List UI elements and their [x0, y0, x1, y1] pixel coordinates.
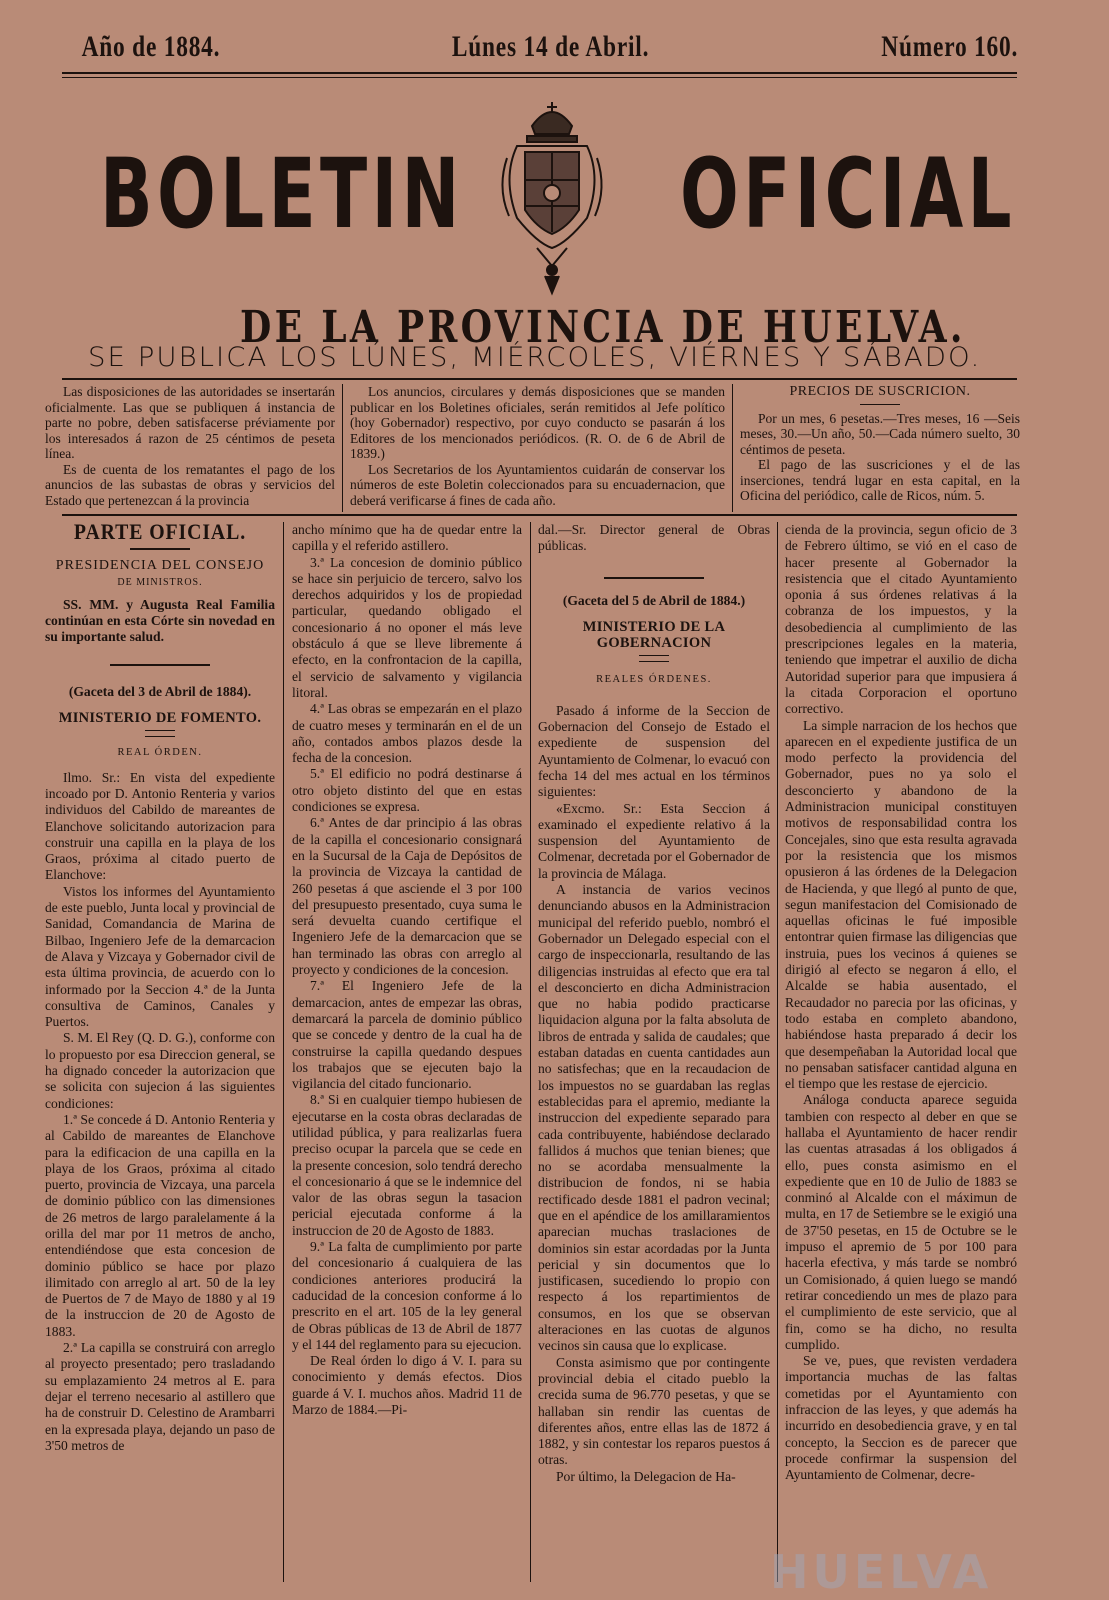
precios-heading: PRECIOS DE SUSCRICION. [789, 384, 971, 399]
separator [110, 664, 210, 666]
column-2 [292, 522, 522, 1582]
info-paragraph: Es de cuenta de los rematantes el pago de los anuncios de las subastas de obras y servicios del Estado que pertenezcan á la provincia [45, 461, 335, 508]
paragraph: «Excmo. Sr.: Esta Seccion á examinado el expediente relativo á la suspension del Ayuntamiento de Colmenar, decretada por el Gobernador de la provincia de Málaga. [538, 800, 770, 881]
paragraph: 5.ª El edificio no podrá destinarse á otro objeto distinto del que en estas condiciones se expresa. [292, 766, 522, 815]
ministros-heading: DE MINISTROS. [117, 576, 203, 588]
paragraph: 1.ª Se concede á D. Antonio Renteria y al Cabildo de mareantes de Elanchove para la edificacion de una capilla en la playa de los Graos, próxima al citado puerto, provincia de Vizcaya, una parcela de dominio público con las dimensiones de 26 metros de largo paralelamente á la orilla del mar por 11 metros de ancho, entendiéndose que esta concesion de dominio público se hace por plazo ilimitado con arreglo al art. 50 de la ley de Puertos de 7 de Mayo de 1880 y al 19 de la instruccion de 20 de Agosto de 1883. [45, 1111, 275, 1339]
paragraph: Ilmo. Sr.: En vista del expediente incoado por D. Antonio Renteria y varios individuos del Cabildo de mareantes de Elanchove solicitando autorizacion para construir una capilla en la playa de los Graos, próxima al citado puerto de Elanchove: [45, 769, 275, 883]
column-divider [283, 522, 284, 1582]
masthead-dateline [62, 30, 1037, 64]
paragraph: dal.—Sr. Director general de Obras públicas. [538, 522, 770, 554]
paragraph: Se ve, pues, que revisten verdadera importancia muchas de las faltas cometidas por el Ayuntamiento con infraccion de las leyes, y que además ha incurrido en desobediencia grave, y en tal concepto, la Seccion es de parecer que procede confirmar la suspension del Ayuntamiento de Colmenar, decre- [785, 1353, 1017, 1483]
section-heading: PARTE OFICIAL. [73, 522, 247, 544]
paragraph: 7.ª El Ingeniero Jefe de la demarcacion, antes de empezar las obras, demarcará la parcela de dominio público que se concede y dentro de la cual ha de construirse la capilla quedando despues los trabajos que se ejecuten bajo la vigilancia del citado funcionario. [292, 978, 522, 1092]
ministerio-heading: MINISTERIO DE LA GOBERNACION [582, 618, 726, 652]
subtitle-provincia: DE LA PROVINCIA DE HUELVA. [240, 302, 966, 353]
paragraph: 2.ª La capilla se construirá con arreglo al proyecto presentado; pero trasladando su emplazamiento 24 metros al E. para dejar el terreno necesario al astillero que ha de construir D. Celestino de Arambarri en la expresada playa, dejando un paso de 3'50 metros de [45, 1340, 275, 1453]
column-divider [530, 522, 531, 1582]
title-boletin: BOLETIN [100, 138, 464, 250]
issue-date: Lúnes 14 de Abril. [452, 30, 650, 63]
paragraph: 6.ª Antes de dar principio á las obras de la capilla el concesionario consignará en la Sucursal de la Caja de Depósitos de la provincia de Vizcaya la cantidad de 260 pesetas á que asciende el 3 por 100 del presupuesto presentado, cuya suma le será devuelta cuando certifique el Ingeniero Jefe de la demarcacion que se han terminado las obras con arreglo al proyecto y condiciones de la concesion. [292, 815, 522, 978]
paragraph: Consta asimismo que por contingente provincial debia el citado pueblo la crecida suma de 96.770 pesetas, y que se hallaban sin rendir las cuentas de diferentes años, entre ellas las de 1872 á 1882, y sin contestar los reparos puestos á otras. [538, 1354, 770, 1468]
info-paragraph: Las disposiciones de las autoridades se insertarán oficialmente. Las que se publiquen á instancia de parte no pobre, deben satisfacerse préviamente por los interesados á razon de 25 céntimos de peseta línea. [45, 384, 335, 461]
paragraph: SS. MM. y Augusta Real Familia continúan en esta Córte sin novedad en su importante salud. [45, 596, 275, 645]
separator [639, 655, 669, 662]
reales-ordenes-heading: REALES ÓRDENES. [596, 674, 712, 686]
presidencia-heading: PRESIDENCIA DEL CONSEJO [55, 558, 265, 574]
info-top-rule [62, 378, 1017, 380]
paragraph: S. M. El Rey (Q. D. G.), conforme con lo propuesto por esa Direccion general, se ha dignado conceder la autorizacion que se solicita con sujecion á las siguientes condiciones: [45, 1030, 275, 1111]
info-paragraph: Los Secretarios de los Ayuntamientos cuidarán de conservar los números de este Boletin coleccionados para su encuadernacion, que deberá verificarse á fines de cada año. [350, 461, 725, 508]
paragraph: De Real órden lo digo á V. I. para su conocimiento y demás efectos. Dios guarde á V. I. muchos años. Madrid 11 de Marzo de 1884.—Pi- [292, 1353, 522, 1418]
archive-watermark: HUELVA [770, 1545, 993, 1599]
paragraph: Análoga conducta aparece seguida tambien con respecto al deber en que se hallaba el Ayuntamiento de hacer rendir las cuentas atrasadas á los obligados á ello, pues consta asimismo en el expediente que en 10 de Julio de 1883 se conminó al Alcalde con el máximun de multa, en 17 de Setiembre se le exigió una de 37'50 pesetas, en 15 de Octubre se le impuso el apremio de 5 por 100 para hacerla efectiva, y más tarde se nombró un Comisionado, á quien luego se mandó retirar concediendo un mes de plazo para el cumplimiento de este servicio, que al fin, como se ha dicho, no resulta cumplido. [785, 1092, 1017, 1352]
ministerio-heading: MINISTERIO DE FOMENTO. [58, 710, 262, 727]
column-divider [777, 522, 778, 1582]
publication-schedule: SE PUBLICA LOS LÚNES, MIÉRCOLES, VIÉRNES Y SÁBADO. [88, 342, 982, 373]
info-paragraph: El pago de las suscriciones y el de las inserciones, tendrá lugar en esta capital, en la Oficina del periódico, calle de Ricos, núm. 5. [740, 457, 1020, 503]
issue-number: Número 160. [880, 30, 1018, 63]
paragraph: 8.ª Si en cualquier tiempo hubiesen de ejecutarse en la costa obras declaradas de utilidad pública, y para realizarlas fuera preciso ocupar la parcela que se cede en la presente concesion, solo tendrá derecho el concesionario á que se le indemnice del valor de las obras segun la tasacion pericial ejecutada conforme á la instruccion de 20 de Agosto de 1883. [292, 1092, 522, 1238]
paragraph: Por último, la Delegacion de Ha- [556, 1468, 736, 1484]
column-4 [785, 522, 1017, 1582]
info-divider [342, 384, 343, 512]
separator [604, 577, 704, 579]
paragraph: 4.ª Las obras se empezarán en el plazo de cuatro meses y terminarán en el de un año, contados ambos plazos desde la fecha de la concesion. [292, 701, 522, 766]
paragraph: cienda de la provincia, segun oficio de 3 de Febrero último, se vió en el caso de hacer presente al Gobernador la resistencia que el citado Ayuntamiento oponia á sus órdenes relativas á la cobranza de los impuestos, y la desobediencia al cumplimiento de las prescripciones legales en la materia, teniendo que impetrar el auxilio de dicha Autoridad superior para que impusiera á la citada Corporacion el oportuno correctivo. [785, 522, 1017, 717]
paragraph: A instancia de varios vecinos denunciando abusos en la Administracion municipal del referido pueblo, nombró el Gobernador un Delegado especial con el cargo de inspeccionarla, resultando de las diligencias instruidas al efecto que era tal el desconcierto en dicha Administracion que no habia podido practicarse liquidacion alguna por la falta absoluta de libros de entrada y salida de caudales; que estaban datadas en cuenta cantidades aun no satisfechas; que en la recaudacion de los impuestos no se guardaban las reglas establecidas para el apremio, mediante la instruccion del expediente separado para cada contribuyente, habiéndose declarado fallidos á muchos que tenian bienes; que no se acordaba mensualmente la distribucion de fondos, ni se habia rectificado desde 1881 el padron vecinal; que en el apéndice de los amillaramientos aparecian muchas traslaciones de dominios sin estar acordadas por la Junta pericial y sin documentos que lo justificasen, sucediendo lo propio con respecto á los repartimientos de consumos, en los que se observan alteraciones en las cuotas de algunos vecinos sin causa que lo explicase. [538, 882, 770, 1354]
info-paragraph: Por un mes, 6 pesetas.—Tres meses, 16 —Seis meses, 30.—Un año, 50.—Cada número suelto, 30 céntimos de peseta. [740, 410, 1020, 457]
paragraph: ancho mínimo que ha de quedar entre la capilla y el referido astillero. [292, 522, 522, 554]
gaceta-citation: (Gaceta del 3 de Abril de 1884). [68, 683, 252, 699]
column-1 [45, 522, 275, 1582]
separator [130, 548, 190, 550]
dateline-rule-thin [62, 77, 1017, 78]
separator [860, 404, 900, 405]
column-3 [538, 522, 770, 1582]
info-bottom-rule [62, 514, 1017, 516]
info-paragraph: Los anuncios, circulares y demás disposiciones que se manden publicar en los Boletines oficiales, serán remitidos al Jefe político (hoy Gobernador) respectivo, por cuyo conducto se pasarán á los Editores de los mencionados periódicos. (R. O. de 6 de Abril de 1839.) [350, 384, 725, 461]
paragraph: 3.ª La concesion de dominio público se hace sin perjuicio de tercero, salvo los derechos adquiridos y los de propiedad particular, quedando obligado el concesionario á no oponer el más leve obstáculo á que se lleve libremente á efecto, en la confrontacion de la capilla, el servicio de salvamento y vigilancia litoral. [292, 554, 522, 700]
separator [145, 730, 175, 737]
royal-coat-of-arms-icon [487, 98, 617, 298]
issue-year: Año de 1884. [81, 30, 221, 63]
title-oficial: OFICIAL [680, 138, 1016, 250]
paragraph: La simple narracion de los hechos que aparecen en el expediente justifica de un modo perfecto la providencia del Gobernador, pues no ya solo el desconcierto y abandono de la Administracion municipal constituyen motivos de responsabilidad contra los Concejales, sino que esta resulta agravada por la resistencia que los mismos opusieron á las órdenes de la Delegacion de Hacienda, y que llegó al punto de que, segun manifestacion del Comisionado de aquellas oficinas le fué imposible entontrar quien firmase las diligencias que instruia, pues los vecinos á quienes se dirigió al efecto se negaron á ello, el Alcalde se habia ausentado, el Recaudador no parecia por las oficinas, y todo estaba en completo abandono, habiéndose hasta preparado á decir los que desempeñaban la Autoridad local que no pensaban satisfacer cantidad alguna en el tiempo que les restase de ejercicio. [785, 717, 1017, 1092]
info-column-anuncios [350, 384, 725, 508]
info-divider [732, 384, 733, 512]
info-column-precios [740, 384, 1020, 504]
info-column-disposiciones [45, 384, 335, 508]
gaceta-citation: (Gaceta del 5 de Abril de 1884.) [562, 592, 746, 608]
dateline-rule [62, 72, 1017, 74]
paragraph: Vistos los informes del Ayuntamiento de este pueblo, Junta local y provincial de Sanidad, Comandancia de Marina de Bilbao, Ingeniero Jefe de la demarcacion de Alava y Vizcaya y Gobernador civil de esta última provincia, de acuerdo con lo informado por la Seccion 4.ª de la Junta consultiva de Caminos, Canales y Puertos. [45, 883, 275, 1030]
paragraph: 9.ª La falta de cumplimiento por parte del concesionario á cualquiera de las condiciones anteriores producirá la caducidad de la concesion conforme á lo prescrito en el art. 105 de la ley general de Obras públicas de 13 de Abril de 1877 y el 144 del reglamento para su ejecucion. [292, 1239, 522, 1352]
paragraph: Pasado á informe de la Seccion de Gobernacion del Consejo de Estado el expediente de suspension del Ayuntamiento de Colmenar, lo evacuó con fecha 14 del mes actual en los términos siguientes: [538, 702, 770, 800]
real-orden-heading: REAL ÓRDEN. [117, 747, 203, 759]
